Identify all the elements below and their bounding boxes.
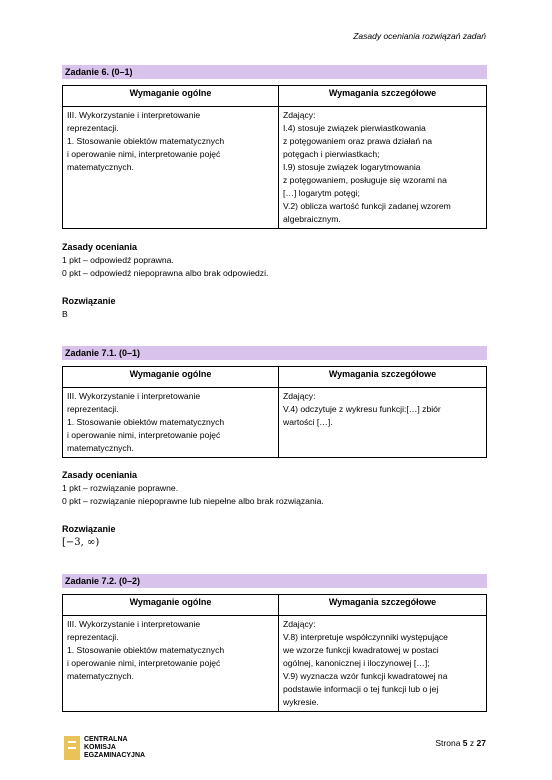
col-general-header: Wymaganie ogólne: [63, 367, 279, 388]
specific-requirements: [279, 388, 487, 458]
text-line: III. Wykorzystanie i interpretowanie: [67, 110, 201, 120]
text-line: V.8) interpretuje współczynniki występujące: [283, 632, 448, 642]
col-specific-header: Wymagania szczegółowe: [279, 367, 487, 388]
cke-logo-icon: [64, 736, 80, 760]
solution-answer: B: [62, 309, 68, 319]
scoring-rule: 0 pkt – odpowiedź niepoprawna albo brak odpowiedzi.: [62, 268, 269, 278]
text-line: V.9) wyznacza wzór funkcji kwadratowej na: [283, 671, 448, 681]
task-7-2-section: [62, 574, 487, 712]
general-requirement: [63, 107, 279, 229]
text-line: we wzorze funkcji kwadratowej w postaci: [283, 645, 439, 655]
text-line: i operowanie nimi, interpretowanie pojęć: [67, 149, 221, 159]
solution-heading: Rozwiązanie: [62, 524, 116, 534]
scoring-rule: 1 pkt – odpowiedź poprawna.: [62, 255, 174, 265]
text-line: III. Wykorzystanie i interpretowanie: [67, 391, 201, 401]
solution-answer: [−3, ∞): [62, 537, 100, 548]
col-general-header: Wymaganie ogólne: [63, 595, 279, 616]
scoring-heading: Zasady oceniania: [62, 242, 138, 252]
specific-requirements: [279, 616, 487, 712]
requirements-table: [62, 366, 487, 458]
task-6-section: [62, 65, 487, 229]
task-7-1-section: [62, 346, 487, 458]
text-line: podstawie informacji o tej funkcji lub o jej: [283, 684, 439, 694]
page-current: 5: [462, 738, 468, 748]
task-7-1-scoring: [62, 469, 324, 508]
task-title: Zadanie 6. (0–1): [62, 65, 487, 79]
text-line: i operowanie nimi, interpretowanie pojęć: [67, 658, 221, 668]
text-line: I.9) stosuje związek logarytmowania: [283, 162, 421, 172]
general-requirement: [63, 388, 279, 458]
text-line: […] logarytm potęgi;: [283, 188, 360, 198]
text-line: V.2) oblicza wartość funkcji zadanej wzorem: [283, 201, 451, 211]
task-7-1-solution: [62, 523, 116, 549]
text-line: wartości […].: [283, 417, 333, 427]
text-line: 1. Stosowanie obiektów matematycznych: [67, 645, 225, 655]
page-total: 27: [476, 738, 486, 748]
text-line: III. Wykorzystanie i interpretowanie: [67, 619, 201, 629]
text-line: ogólnej, kanonicznej i iloczynowej […];: [283, 658, 430, 668]
task-6-solution: [62, 295, 116, 321]
general-requirement: [63, 616, 279, 712]
page-label: Strona: [435, 738, 461, 748]
text-line: Zdający:: [283, 619, 316, 629]
text-line: I.4) stosuje związek pierwiastkowania: [283, 123, 426, 133]
text-line: potęgach i pierwiastkach;: [283, 149, 380, 159]
logo-line: KOMISJA: [84, 744, 116, 751]
cke-logo: [64, 736, 145, 760]
requirements-table: [62, 594, 487, 712]
specific-requirements: [279, 107, 487, 229]
page-sep: z: [469, 738, 475, 748]
text-line: 1. Stosowanie obiektów matematycznych: [67, 417, 225, 427]
text-line: matematycznych.: [67, 162, 134, 172]
text-line: z potęgowaniem, posługuje się wzorami na: [283, 175, 447, 185]
running-header: Zasady oceniania rozwiązań zadań: [353, 31, 486, 41]
scoring-rule: 1 pkt – rozwiązanie poprawne.: [62, 483, 179, 493]
col-specific-header: Wymagania szczegółowe: [279, 595, 487, 616]
task-6-scoring: [62, 241, 268, 280]
logo-line: CENTRALNA: [84, 736, 128, 743]
text-line: i operowanie nimi, interpretowanie pojęć: [67, 430, 221, 440]
text-line: Zdający:: [283, 110, 316, 120]
requirements-table: [62, 85, 487, 229]
col-general-header: Wymaganie ogólne: [63, 86, 279, 107]
scoring-rule: 0 pkt – rozwiązanie niepoprawne lub niepełne albo brak rozwiązania.: [62, 496, 324, 506]
task-title: Zadanie 7.2. (0–2): [62, 574, 487, 588]
task-title: Zadanie 7.1. (0–1): [62, 346, 487, 360]
text-line: reprezentacji.: [67, 123, 119, 133]
scoring-heading: Zasady oceniania: [62, 470, 138, 480]
text-line: reprezentacji.: [67, 404, 119, 414]
text-line: reprezentacji.: [67, 632, 119, 642]
text-line: 1. Stosowanie obiektów matematycznych: [67, 136, 225, 146]
solution-heading: Rozwiązanie: [62, 296, 116, 306]
col-specific-header: Wymagania szczegółowe: [279, 86, 487, 107]
logo-line: EGZAMINACYJNA: [84, 752, 146, 759]
text-line: z potęgowaniem oraz prawa działań na: [283, 136, 433, 146]
text-line: wykresie.: [283, 697, 319, 707]
text-line: matematycznych.: [67, 671, 134, 681]
text-line: V.4) odczytuje z wykresu funkcji:[…] zbiór: [283, 404, 441, 414]
text-line: matematycznych.: [67, 443, 134, 453]
cke-logo-text: [84, 736, 145, 760]
page-number: [435, 738, 486, 748]
text-line: algebraicznym.: [283, 214, 341, 224]
text-line: Zdający:: [283, 391, 316, 401]
